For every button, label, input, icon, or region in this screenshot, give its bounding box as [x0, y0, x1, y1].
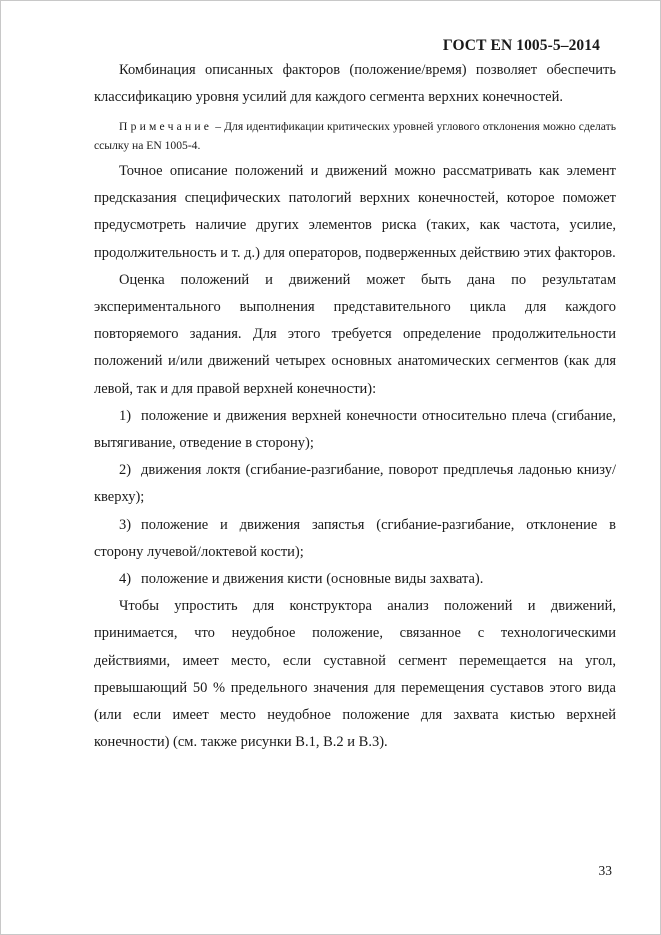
paragraph-precise-description: Точное описание положений и движений можно рассматривать как элемент предсказания специфических патологий верхних конечностей, которое поможет предусмотреть наличие других элементов риска (таких, как частота, усилие, продолжительность и т. д.) для операторов, подверженных действию этих факторов.	[94, 163, 616, 261]
page-number: 33	[598, 863, 612, 878]
paragraph-awkward-position: Чтобы упростить для конструктора анализ положений и движений, принимается, что неудобное положение, связанное с технологическими действиями, имеет место, если суставной сегмент перемещается на угол, превышающий 50 % предельного значения для перемещения суставов этого вида (или если имеет место неудобное положение для захвата кистью верхней конечности) (см. также рисунки B.1, B.2 и B.3).	[94, 598, 616, 751]
list-item-text: движения локтя (сгибание-разгибание, поворот предплечья ладонью книзу/кверху);	[94, 462, 616, 506]
list-item-number: 3)	[119, 516, 132, 533]
list-item-number: 1)	[119, 407, 132, 424]
list-item-number: 4)	[119, 571, 132, 588]
note-text: – Для идентификации критических уровней углового отклонения можно сделать ссылку на EN 1005-4.	[94, 120, 616, 152]
paragraph-factor-combination: Комбинация описанных факторов (положение/время) позволяет обеспечить классификацию уровня усилий для каждого сегмента верхних конечностей.	[94, 62, 616, 106]
list-item-number: 2)	[119, 462, 132, 479]
list-item	[94, 403, 616, 457]
list-item	[94, 512, 616, 566]
note	[94, 118, 616, 155]
page-body	[94, 57, 616, 756]
note-label: Примечание	[119, 120, 213, 134]
list-item-text: положение и движения кисти (основные виды захвата).	[141, 571, 484, 588]
list-item-text: положение и движения верхней конечности относительно плеча (сгибание, вытягивание, отведение в сторону);	[94, 407, 616, 452]
list-item-text: положение и движения запястья (сгибание-разгибание, отклонение в сторону лучевой/локтевой кости);	[94, 516, 616, 560]
paragraph-assessment: Оценка положений и движений может быть дана по результатам экспериментального выполнения представительного цикла для каждого повторяемого задания. Для этого требуется определение продолжительности положений и/или движений четырех основных анатомических сегментов (как для левой, так и для правой верхней конечности):	[94, 271, 616, 397]
list-item	[94, 566, 616, 593]
list-item	[94, 457, 616, 511]
document-header: ГОСТ EN 1005-5–2014	[442, 37, 600, 54]
